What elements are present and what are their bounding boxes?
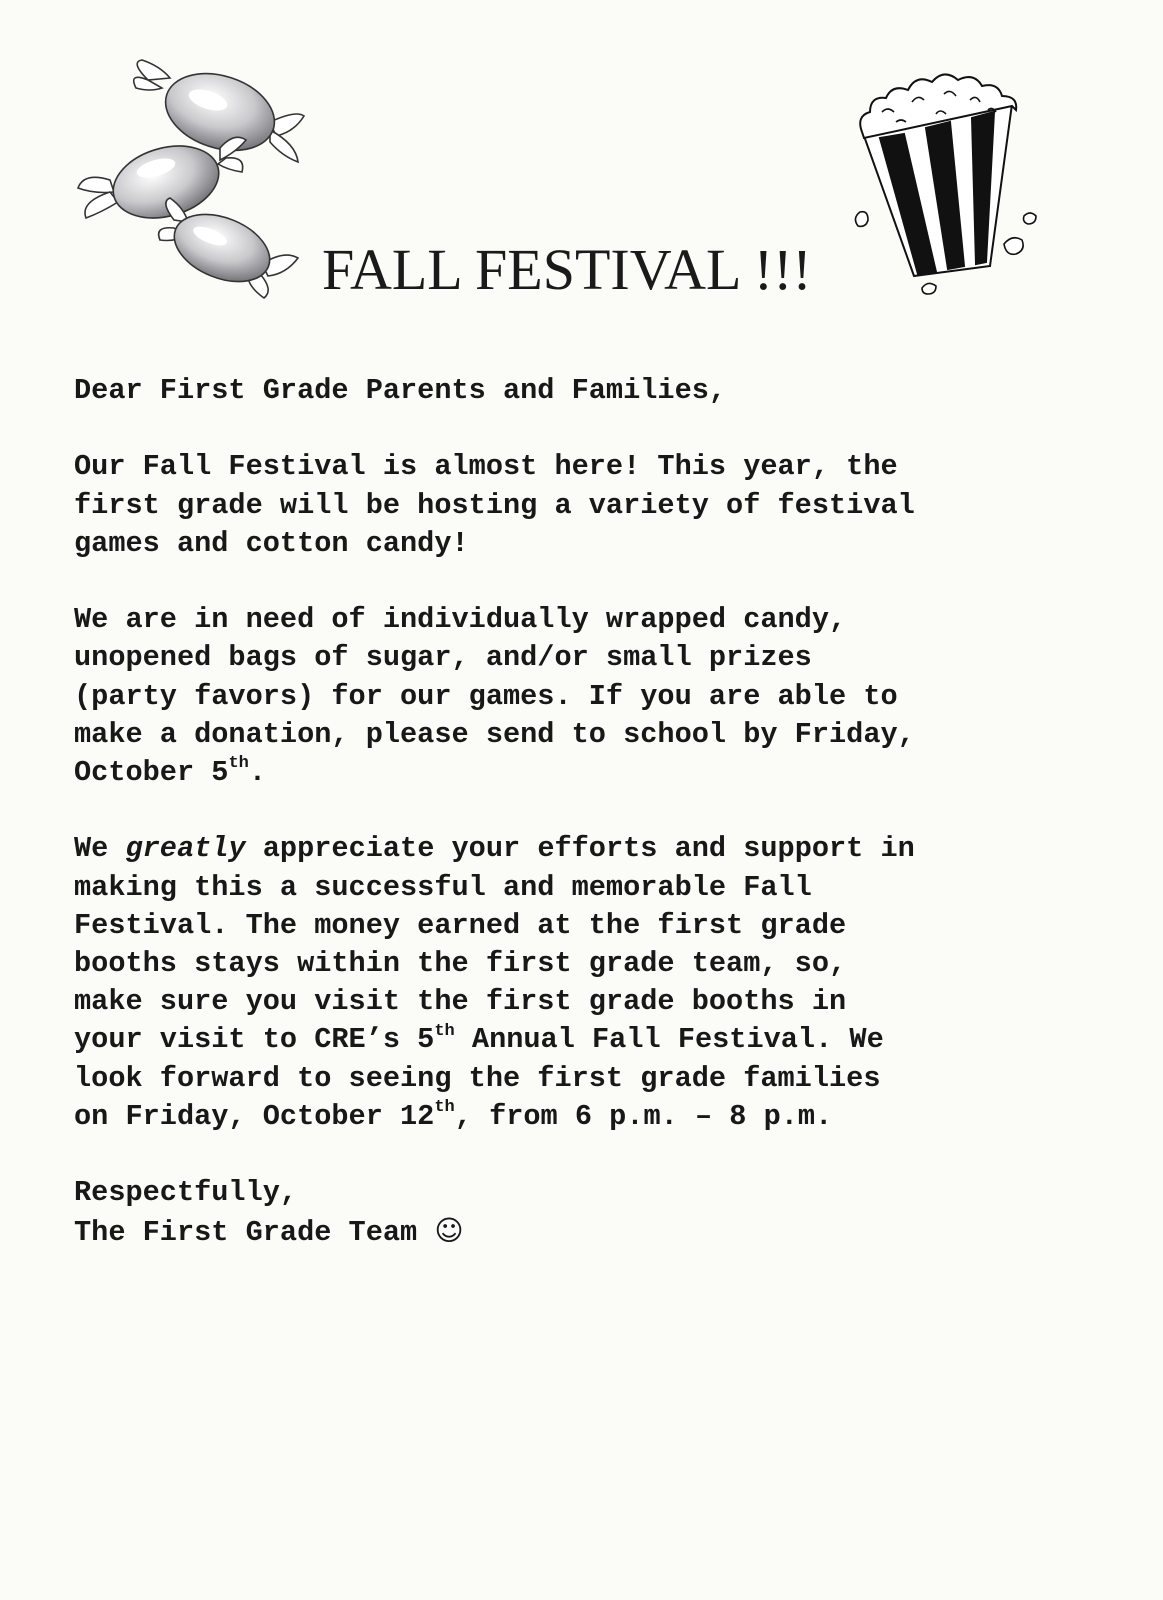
signature: The First Grade Team ☺ [74, 1214, 464, 1250]
salutation: Dear First Grade Parents and Families, [74, 374, 727, 407]
paragraph-appreciation: We greatly appreciate your efforts and support in making this a successful and memorable Fall Festival. The money earned at the first grade booths stays within the first grade team, so, make sure you visit the first grade booths in your visit to CRE’s 5th Annual Fall Festival. We look forward to seeing the first grade families on Friday, October 12th, from 6 p.m. – 8 p.m. [74, 832, 915, 1133]
letter-body [74, 372, 1094, 1253]
paragraph-donation: We are in need of individually wrapped candy, unopened bags of sugar, and/or small prizes (party favors) for our games. If you are able to make a donation, please send to school by Friday, October 5th. [74, 603, 915, 789]
smiley-icon: ☺ [434, 1214, 464, 1248]
page-title: FALL FESTIVAL !!! [322, 237, 812, 302]
popcorn-icon [852, 66, 1042, 298]
paragraph-intro: Our Fall Festival is almost here! This year, the first grade will be hosting a variety of festival games and cotton candy! [74, 450, 915, 560]
closing: Respectfully, [74, 1176, 298, 1210]
candy-icon [70, 52, 310, 302]
